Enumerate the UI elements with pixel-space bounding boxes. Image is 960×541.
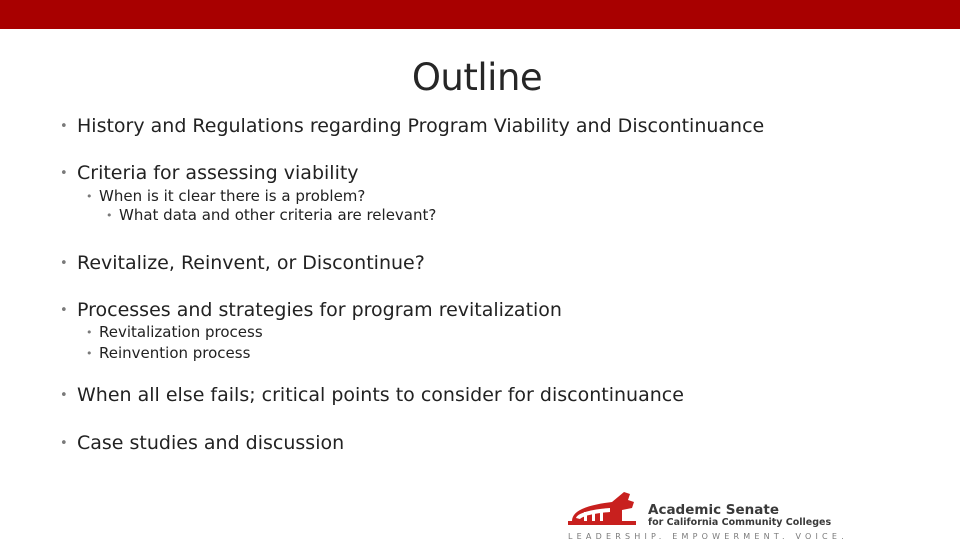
bullet-dot-icon: • [86, 326, 93, 339]
bullet-dot-icon: • [86, 190, 93, 203]
bullet-text: History and Regulations regarding Program Viability and Discontinuance [77, 115, 765, 137]
sub-bullet-text: Revitalization process [99, 323, 263, 341]
bullet-item [60, 384, 684, 406]
sub-sub-bullet-text: What data and other criteria are relevant? [119, 206, 437, 224]
bullet-item [60, 162, 359, 184]
senate-building-icon [566, 488, 638, 528]
academic-senate-logo [566, 488, 856, 540]
bullet-text: Processes and strategies for program revitalization [77, 299, 562, 321]
slide-title: Outline [411, 56, 543, 99]
bullet-text: When all else fails; critical points to consider for discontinuance [77, 384, 684, 406]
sub-sub-bullet-item [106, 206, 436, 224]
sub-bullet-item [86, 344, 250, 362]
bullet-dot-icon: • [60, 303, 68, 318]
bullet-dot-icon: • [86, 347, 93, 360]
bullet-dot-icon: • [60, 166, 68, 181]
bullet-item [60, 115, 764, 137]
bullet-dot-icon: • [106, 209, 113, 222]
sub-bullet-text: Reinvention process [99, 344, 251, 362]
bullet-text: Criteria for assessing viability [77, 162, 359, 184]
bullet-text: Revitalize, Reinvent, or Discontinue? [77, 252, 425, 274]
sub-bullet-item [86, 323, 263, 341]
logo-name: Academic Senate [648, 502, 779, 518]
top-accent-bar [0, 0, 960, 29]
sub-bullet-item [86, 187, 365, 205]
logo-tagline: LEADERSHIP. EMPOWERMENT. VOICE. [568, 532, 848, 541]
bullet-item [60, 299, 562, 321]
bullet-dot-icon: • [60, 388, 68, 403]
logo-subtitle: for California Community Colleges [648, 517, 832, 528]
bullet-item [60, 252, 425, 274]
bullet-item [60, 432, 344, 454]
bullet-dot-icon: • [60, 256, 68, 271]
sub-bullet-text: When is it clear there is a problem? [99, 187, 366, 205]
bullet-text: Case studies and discussion [77, 432, 345, 454]
bullet-dot-icon: • [60, 119, 68, 134]
bullet-dot-icon: • [60, 436, 68, 451]
